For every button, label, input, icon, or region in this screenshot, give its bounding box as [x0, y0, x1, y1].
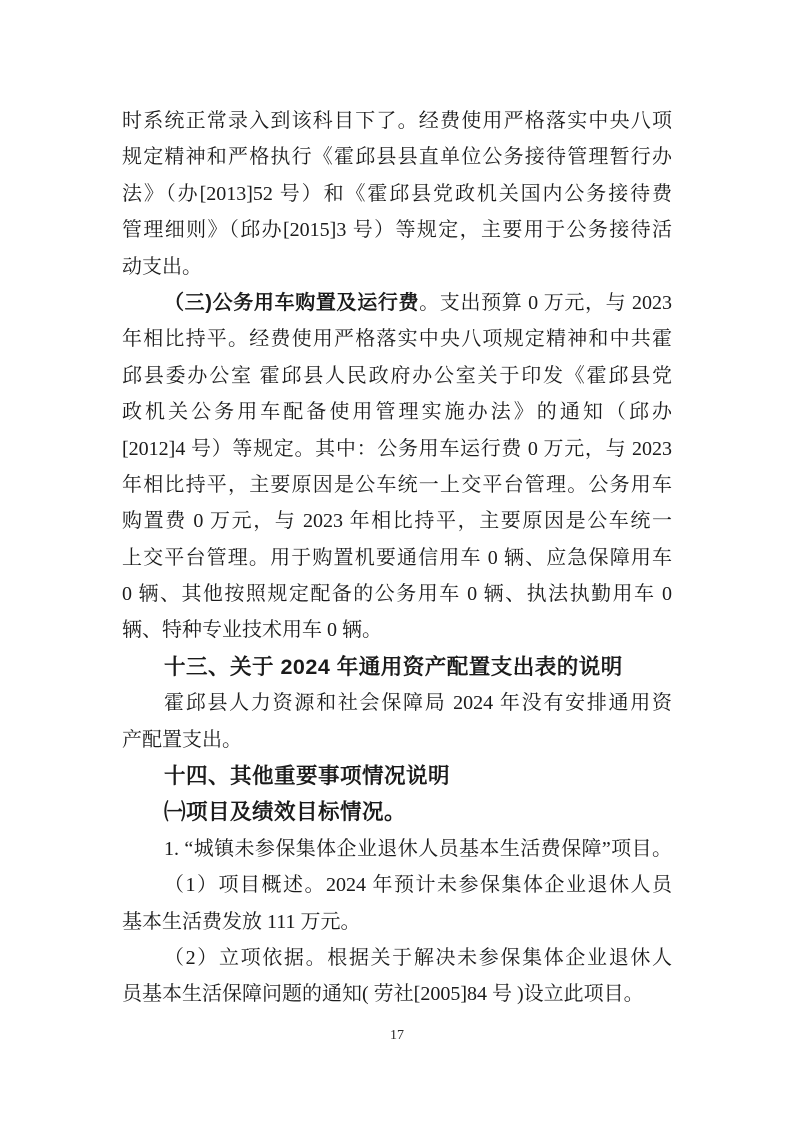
text-segment: 上交平台管理。用于购置机要通信用车 0 辆、应急保障用车 — [122, 546, 672, 569]
text-line — [122, 358, 672, 394]
text-line — [122, 867, 672, 903]
text-segment: 霍邱县人力资源和社会保障局 2024 年没有安排通用资 — [164, 692, 672, 715]
text-line — [122, 976, 672, 1012]
page-number: 17 — [390, 1028, 404, 1043]
text-line — [122, 940, 672, 976]
text-segment: 1. “城镇未参保集体企业退休人员基本生活费保障”项目。 — [164, 837, 672, 860]
text-segment: 时系统正常录入到该科目下了。经费使用严格落实中央八项 — [122, 110, 672, 132]
text-line — [122, 431, 672, 467]
bold-text-segment: （三)公务用车购置及运行费 — [164, 291, 420, 314]
text-segment: 年相比持平，主要原因是公车统一上交平台管理。公务用车 — [122, 473, 672, 496]
document-lines — [122, 103, 672, 1013]
text-line — [122, 249, 672, 285]
bold-text-segment: 十四、其他重要事项情况说明 — [164, 764, 451, 789]
text-line — [122, 722, 672, 758]
text-segment: 管理细则》（邱办[2015]3 号）等规定，主要用于公务接待活 — [122, 219, 672, 242]
bold-text-segment: 十三、关于 2024 年通用资产配置支出表的说明 — [164, 654, 623, 679]
text-line — [122, 139, 672, 175]
text-line — [122, 103, 672, 139]
text-line — [122, 467, 672, 503]
text-segment: 年相比持平。经费使用严格落实中央八项规定精神和中共霍 — [122, 328, 672, 351]
bold-text-segment: ㈠项目及绩效目标情况。 — [164, 800, 407, 825]
text-line — [122, 212, 672, 248]
text-line — [122, 394, 672, 430]
text-line — [122, 904, 672, 940]
text-segment: 产配置支出。 — [122, 728, 242, 751]
text-line — [122, 540, 672, 576]
text-segment: 邱县委办公室 霍邱县人民政府办公室关于印发《霍邱县党 — [122, 364, 672, 387]
text-line — [122, 176, 672, 212]
text-line — [122, 321, 672, 357]
text-segment: （2）立项依据。根据关于解决未参保集体企业退休人 — [164, 946, 672, 969]
text-segment: 政机关公务用车配备使用管理实施办法》的通知（邱办 — [122, 401, 672, 424]
heading-line — [122, 649, 672, 685]
text-line — [122, 612, 672, 648]
heading-line — [122, 794, 672, 830]
text-line — [122, 831, 672, 867]
text-line — [122, 685, 672, 721]
text-line — [122, 503, 672, 539]
text-segment: 法》（办[2013]52 号）和《霍邱县党政机关国内公务接待费 — [122, 182, 672, 205]
text-segment: 规定精神和严格执行《霍邱县县直单位公务接待管理暂行办 — [122, 146, 672, 169]
heading-line — [122, 758, 672, 794]
text-line — [122, 285, 672, 321]
text-segment: 0 辆、其他按照规定配备的公务用车 0 辆、执法执勤用车 0 — [122, 583, 672, 606]
text-segment: 动支出。 — [122, 255, 202, 278]
text-line — [122, 576, 672, 612]
text-segment: [2012]4 号）等规定。其中：公务用车运行费 0 万元，与 2023 — [122, 437, 672, 460]
text-segment: 员基本生活保障问题的通知( 劳社[2005]84 号 )设立此项目。 — [122, 983, 644, 1006]
text-segment: 辆、特种专业技术用车 0 辆。 — [122, 619, 382, 642]
text-segment: 购置费 0 万元，与 2023 年相比持平，主要原因是公车统一 — [122, 510, 672, 533]
text-segment: 基本生活费发放 111 万元。 — [122, 910, 361, 933]
text-segment: 。支出预算 0 万元，与 2023 — [419, 291, 672, 314]
text-segment: （1）项目概述。2024 年预计未参保集体企业退休人员 — [164, 874, 672, 897]
